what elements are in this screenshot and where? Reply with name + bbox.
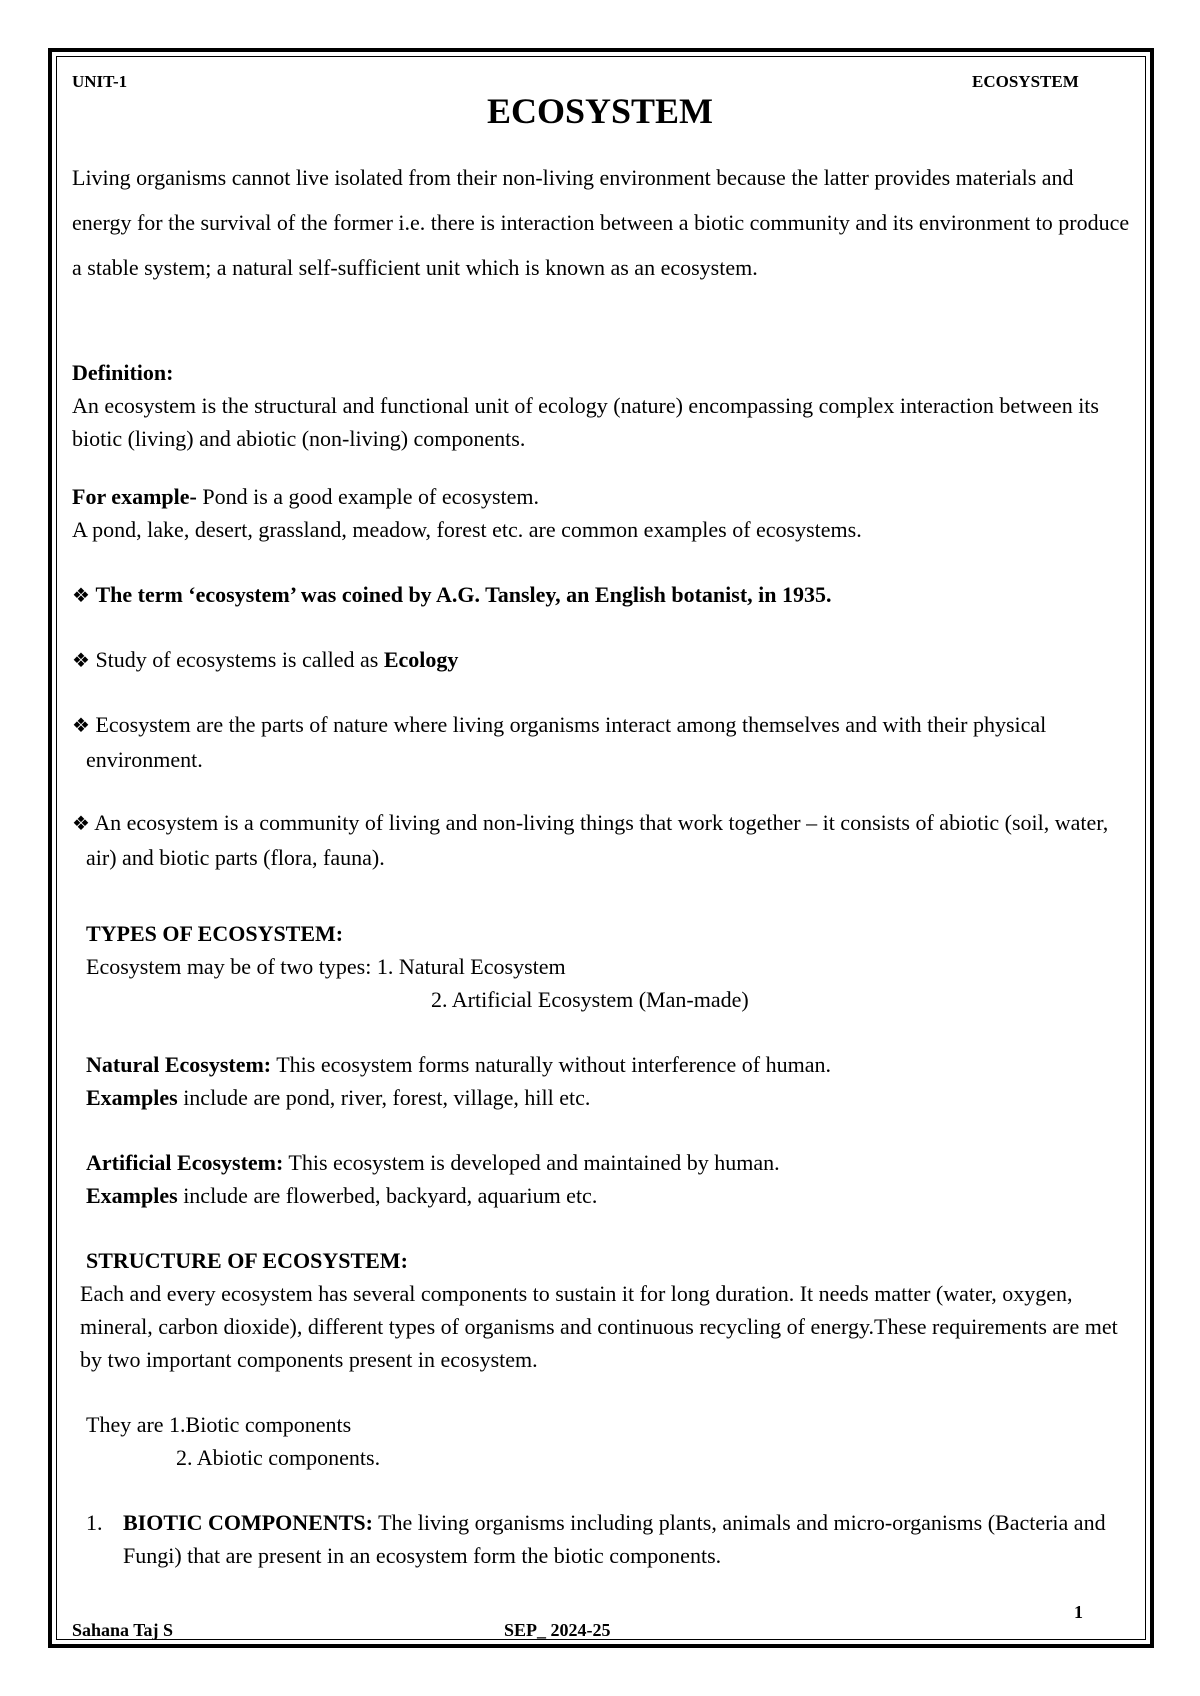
bullet-icon: ❖ xyxy=(72,715,90,737)
bullet-icon: ❖ xyxy=(72,813,90,835)
example-text: Pond is a good example of ecosystem. xyxy=(196,484,540,509)
biotic-text: The living organisms including plants, animals and micro-organisms (Bacteria and Fungi) that are present in an ecosystem form the biotic components. xyxy=(123,1510,1106,1568)
bullet-3 xyxy=(72,708,1142,776)
natural-examples-label: Examples xyxy=(86,1085,178,1110)
types-line2: 2. Artificial Ecosystem (Man-made) xyxy=(431,987,749,1012)
structure-text: Each and every ecosystem has several components to sustain it for long duration. It needs matter (water, oxygen, mineral, carbon dioxide), different types of organisms and continuous recycling of energy.These requirements are met by two important components present in ecosystem. xyxy=(80,1281,1118,1372)
natural-examples-text: include are pond, river, forest, village, hill etc. xyxy=(177,1085,591,1110)
artificial-text: This ecosystem is developed and maintained by human. xyxy=(283,1150,780,1175)
bullet-4 xyxy=(72,806,1142,874)
bullet-4-text: An ecosystem is a community of living and non-living things that work together – it consists of abiotic (soil, water, air) and biotic parts (flora, fauna). xyxy=(86,810,1109,870)
natural-ecosystem xyxy=(86,1048,1156,1114)
artificial-label: Artificial Ecosystem: xyxy=(86,1150,284,1175)
bullet-icon: ❖ xyxy=(72,650,90,672)
natural-label: Natural Ecosystem: xyxy=(86,1052,272,1077)
example-section xyxy=(72,480,1142,546)
bullet-2-bold: Ecology xyxy=(383,647,459,672)
example-label: For example- xyxy=(72,484,197,509)
bullet-1 xyxy=(72,578,1142,613)
natural-text: This ecosystem forms naturally without interference of human. xyxy=(271,1052,831,1077)
biotic-components xyxy=(86,1506,1146,1572)
footer-session: SEP_ 2024-25 xyxy=(504,1620,611,1640)
artificial-ecosystem xyxy=(86,1146,1156,1212)
types-heading: TYPES OF ECOSYSTEM: xyxy=(86,921,344,946)
definition-section xyxy=(72,356,1142,455)
they-are-line2: 2. Abiotic components. xyxy=(176,1445,381,1470)
artificial-examples-label: Examples xyxy=(86,1183,178,1208)
bullet-2 xyxy=(72,643,1142,678)
they-are-line1: They are 1.Biotic components xyxy=(86,1412,352,1437)
bullet-3-text: Ecosystem are the parts of nature where living organisms interact among themselves and with their physical environment. xyxy=(86,712,1047,772)
bullet-icon: ❖ xyxy=(72,585,90,607)
bullet-1-text: The term ‘ecosystem’ was coined by A.G. Tansley, an English botanist, in 1935. xyxy=(95,582,832,607)
definition-heading: Definition: xyxy=(72,360,174,385)
biotic-number: 1. xyxy=(86,1510,103,1535)
biotic-label: BIOTIC COMPONENTS: xyxy=(123,1510,373,1535)
types-line1: Ecosystem may be of two types: 1. Natural Ecosystem xyxy=(86,954,566,979)
page-title: ECOSYSTEM xyxy=(486,91,714,131)
components-list xyxy=(86,1408,1156,1474)
structure-heading: STRUCTURE OF ECOSYSTEM: xyxy=(86,1248,408,1273)
header-unit: UNIT-1 xyxy=(72,72,128,91)
footer-author: Sahana Taj S xyxy=(72,1620,174,1640)
example-line2: A pond, lake, desert, grassland, meadow, forest etc. are common examples of ecosystems. xyxy=(72,517,862,542)
structure-section xyxy=(86,1244,1142,1277)
types-section xyxy=(86,917,1156,1016)
intro-paragraph: Living organisms cannot live isolated from their non-living environment because the latter provides materials and energy for the survival of the former i.e. there is interaction between a biotic community and its environment to produce a stable system; a natural self-sufficient unit which is known as an ecosystem. xyxy=(72,165,1130,280)
header-topic: ECOSYSTEM xyxy=(972,72,1079,91)
definition-text: An ecosystem is the structural and functional unit of ecology (nature) encompassing complex interaction between its biotic (living) and abiotic (non-living) components. xyxy=(72,393,1099,451)
bullet-2-text: Study of ecosystems is called as xyxy=(95,647,384,672)
page-number: 1 xyxy=(1074,1602,1083,1622)
artificial-examples-text: include are flowerbed, backyard, aquarium etc. xyxy=(177,1183,598,1208)
